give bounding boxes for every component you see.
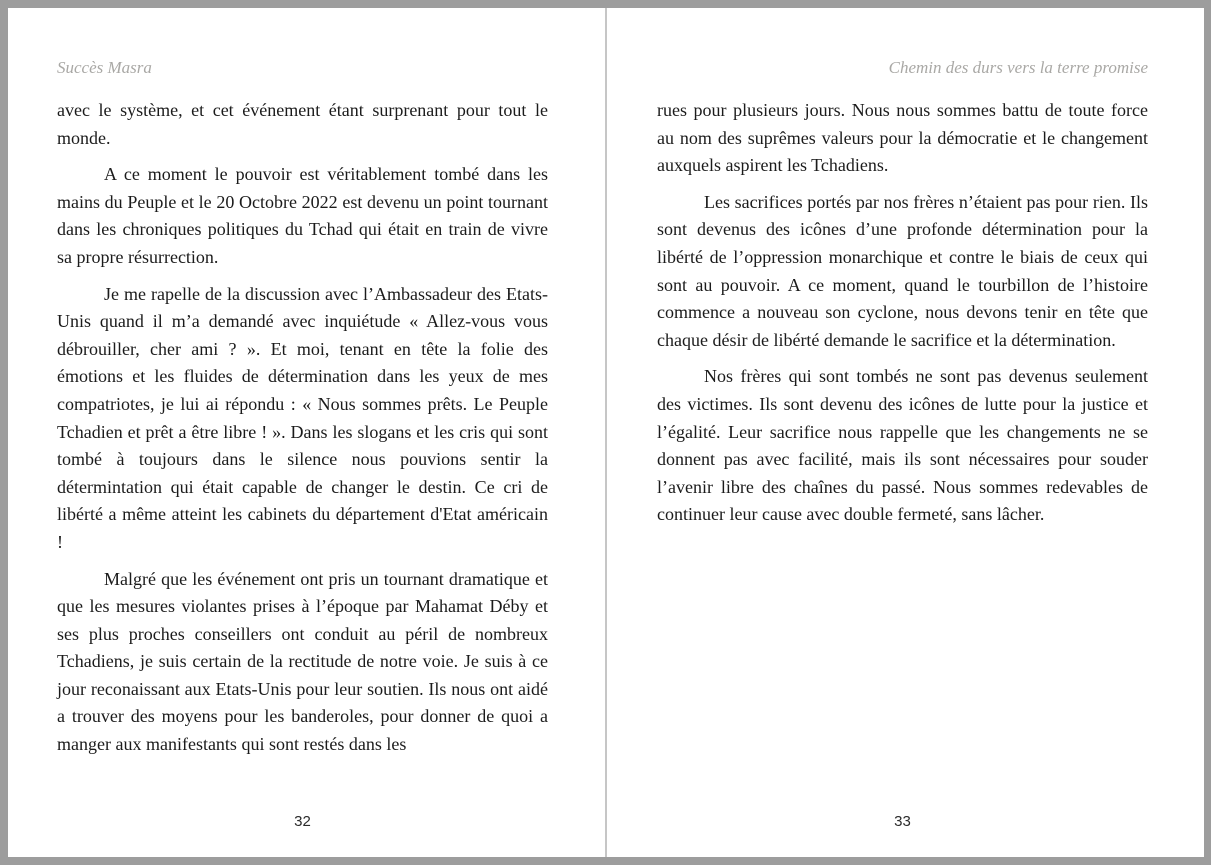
paragraph: Les sacrifices portés par nos frères n’étaient pas pour rien. Ils sont devenus des icônes d’une profonde détermination pour la libérté de l’oppression monarchique et contre le biais de ceux qui sont au pouvoir. A ce moment, quand le tourbillon de l’histoire commence a nouveau son cyclone, nous devons tenir en tête que chaque désir de libérté demande le sacrifice et la détermination.: [657, 191, 1148, 350]
paragraph: Je me rapelle de la discussion avec l’Ambassadeur des Etats-Unis quand il m’a demandé avec inquiétude « Allez-vous vous débrouiller, cher ami ? ». Et moi, tenant en tête la folie des émotions et les fluides de détermination dans les yeux de mes compatriotes, je lui ai répondu : « Nous sommes prêts. Le Peuple Tchadien et prêt a être libre ! ». Dans les slogans et les cris qui sont tombé à toujours dans le silence nous pouvions sentir la détermintation qui était capable de changer le destin. Ce cri de libérté a même atteint les cabinets du département d'Etat américain !: [57, 283, 548, 552]
page-number-left: 32: [294, 813, 311, 830]
running-header-title: Chemin des durs vers la terre promise: [888, 58, 1148, 77]
paragraph: avec le système, et cet événement étant surprenant pour tout le monde.: [57, 100, 548, 148]
page-left: [8, 8, 605, 857]
paragraph: A ce moment le pouvoir est véritablement tombé dans les mains du Peuple et le 20 Octobre 2022 est devenu un point tournant dans les chroniques politiques du Tchad qui était en train de vivre sa propre résurrection.: [57, 164, 548, 267]
paragraph: rues pour plusieurs jours. Nous nous sommes battu de toute force au nom des suprêmes valeurs pour la démocratie et le changement auxquels aspirent les Tchadiens.: [657, 100, 1148, 176]
page-right: [607, 8, 1204, 857]
page-right-body: [657, 97, 1148, 529]
running-header-author: Succès Masra: [57, 58, 152, 77]
page-left-body: [57, 97, 548, 759]
page-number-right: 33: [894, 813, 911, 830]
paragraph: Malgré que les événement ont pris un tournant dramatique et que les mesures violantes prises à l’époque par Mahamat Déby et ses plus proches conseillers ont conduit au péril de nombreux Tchadiens, je suis certain de la rectitude de notre voie. Je suis à ce jour reconaissant aux Etats-Unis pour leur soutien. Ils nous ont aidé a trouver des moyens pour les banderoles, pour donner de quoi a manger aux manifestants qui sont restés dans les: [57, 568, 548, 755]
paragraph: Nos frères qui sont tombés ne sont pas devenus seulement des victimes. Ils sont devenu des icônes de lutte pour la justice et l’égalité. Leur sacrifice nous rappelle que les changements ne se donnent pas avec facilité, mais ils sont nécessaires pour souder l’avenir libre des chaînes du passé. Nous sommes redevables de continuer leur cause avec double fermeté, sans lâcher.: [657, 366, 1148, 525]
